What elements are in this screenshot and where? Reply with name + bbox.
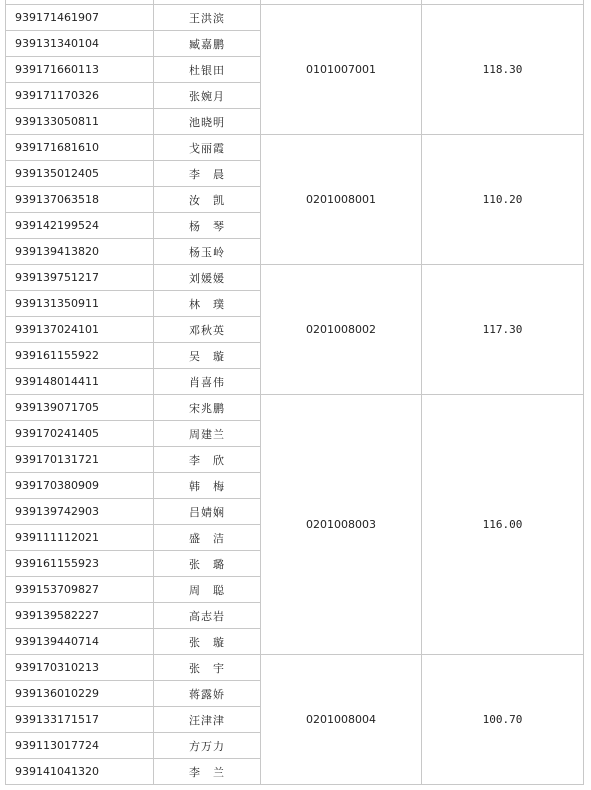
candidate-name-cell: 林 璞 — [154, 291, 261, 317]
candidate-id-cell: 939137024101 — [6, 317, 154, 343]
candidate-name-cell: 李 兰 — [154, 759, 261, 785]
candidate-name-cell: 杜银田 — [154, 57, 261, 83]
candidate-name-cell: 张 璇 — [154, 629, 261, 655]
score-cell: 110.20 — [422, 135, 584, 265]
candidate-id-cell: 939133171517 — [6, 707, 154, 733]
candidate-name-cell: 邓秋英 — [154, 317, 261, 343]
candidate-id-cell: 939136010229 — [6, 681, 154, 707]
score-cell: 116.00 — [422, 395, 584, 655]
candidate-id-cell: 939139071705 — [6, 395, 154, 421]
candidate-name-cell: 方万力 — [154, 733, 261, 759]
candidate-id-cell: 939171681610 — [6, 135, 154, 161]
candidate-name-cell: 高志岩 — [154, 603, 261, 629]
position-code-cell: 0201008003 — [261, 395, 422, 655]
candidate-id-cell: 939142199524 — [6, 213, 154, 239]
candidate-name-cell: 汪津津 — [154, 707, 261, 733]
candidate-name-cell: 周 聪 — [154, 577, 261, 603]
candidate-name-cell: 张婉月 — [154, 83, 261, 109]
candidate-name-cell: 盛 洁 — [154, 525, 261, 551]
score-cell: 100.70 — [422, 655, 584, 785]
candidate-id-cell: 939137063518 — [6, 187, 154, 213]
candidate-id-cell: 939170310213 — [6, 655, 154, 681]
candidate-name-cell: 张 璐 — [154, 551, 261, 577]
candidate-id-cell: 939171170326 — [6, 83, 154, 109]
position-code-cell: 0201008002 — [261, 265, 422, 395]
candidate-name-cell: 韩 梅 — [154, 473, 261, 499]
candidate-name-cell: 戈丽霞 — [154, 135, 261, 161]
candidate-id-cell: 939170131721 — [6, 447, 154, 473]
candidate-name-cell: 蒋露娇 — [154, 681, 261, 707]
candidate-id-cell: 939170380909 — [6, 473, 154, 499]
candidate-id-cell: 939170241405 — [6, 421, 154, 447]
table-row — [6, 395, 584, 421]
candidate-id-cell: 939161155922 — [6, 343, 154, 369]
candidate-id-cell: 939171461907 — [6, 5, 154, 31]
position-code-cell: 0201008001 — [261, 135, 422, 265]
candidate-name-cell: 池晓明 — [154, 109, 261, 135]
candidate-name-cell: 宋兆鹏 — [154, 395, 261, 421]
candidate-id-cell: 939139742903 — [6, 499, 154, 525]
table-row — [6, 265, 584, 291]
candidate-name-cell: 杨 琴 — [154, 213, 261, 239]
score-cell: 118.30 — [422, 5, 584, 135]
candidate-name-cell: 臧嘉鹏 — [154, 31, 261, 57]
position-code-cell: 0201008004 — [261, 655, 422, 785]
candidate-id-cell: 939139751217 — [6, 265, 154, 291]
candidate-name-cell: 吴 璇 — [154, 343, 261, 369]
candidate-name-cell: 汝 凯 — [154, 187, 261, 213]
candidate-name-cell: 杨玉岭 — [154, 239, 261, 265]
candidate-name-cell: 吕婧娴 — [154, 499, 261, 525]
candidate-id-cell: 939171660113 — [6, 57, 154, 83]
candidate-id-cell: 939148014411 — [6, 369, 154, 395]
results-table — [5, 0, 584, 785]
candidate-name-cell: 李 晨 — [154, 161, 261, 187]
candidate-id-cell: 939113017724 — [6, 733, 154, 759]
candidate-id-cell: 939135012405 — [6, 161, 154, 187]
candidate-name-cell: 张 宇 — [154, 655, 261, 681]
candidate-id-cell: 939139413820 — [6, 239, 154, 265]
candidate-id-cell: 939161155923 — [6, 551, 154, 577]
score-cell: 117.30 — [422, 265, 584, 395]
position-code-cell: 0101007001 — [261, 5, 422, 135]
candidate-id-cell: 939111112021 — [6, 525, 154, 551]
candidate-name-cell: 李 欣 — [154, 447, 261, 473]
candidate-id-cell: 939131350911 — [6, 291, 154, 317]
candidate-id-cell: 939131340104 — [6, 31, 154, 57]
table-row — [6, 135, 584, 161]
candidate-id-cell: 939141041320 — [6, 759, 154, 785]
candidate-name-cell: 刘媛媛 — [154, 265, 261, 291]
candidate-name-cell: 肖喜伟 — [154, 369, 261, 395]
results-table-body — [6, 0, 584, 785]
candidate-name-cell: 王洪滨 — [154, 5, 261, 31]
candidate-id-cell: 939139582227 — [6, 603, 154, 629]
table-row — [6, 655, 584, 681]
candidate-name-cell: 周建兰 — [154, 421, 261, 447]
candidate-id-cell: 939133050811 — [6, 109, 154, 135]
table-row — [6, 5, 584, 31]
candidate-id-cell: 939153709827 — [6, 577, 154, 603]
candidate-id-cell: 939139440714 — [6, 629, 154, 655]
